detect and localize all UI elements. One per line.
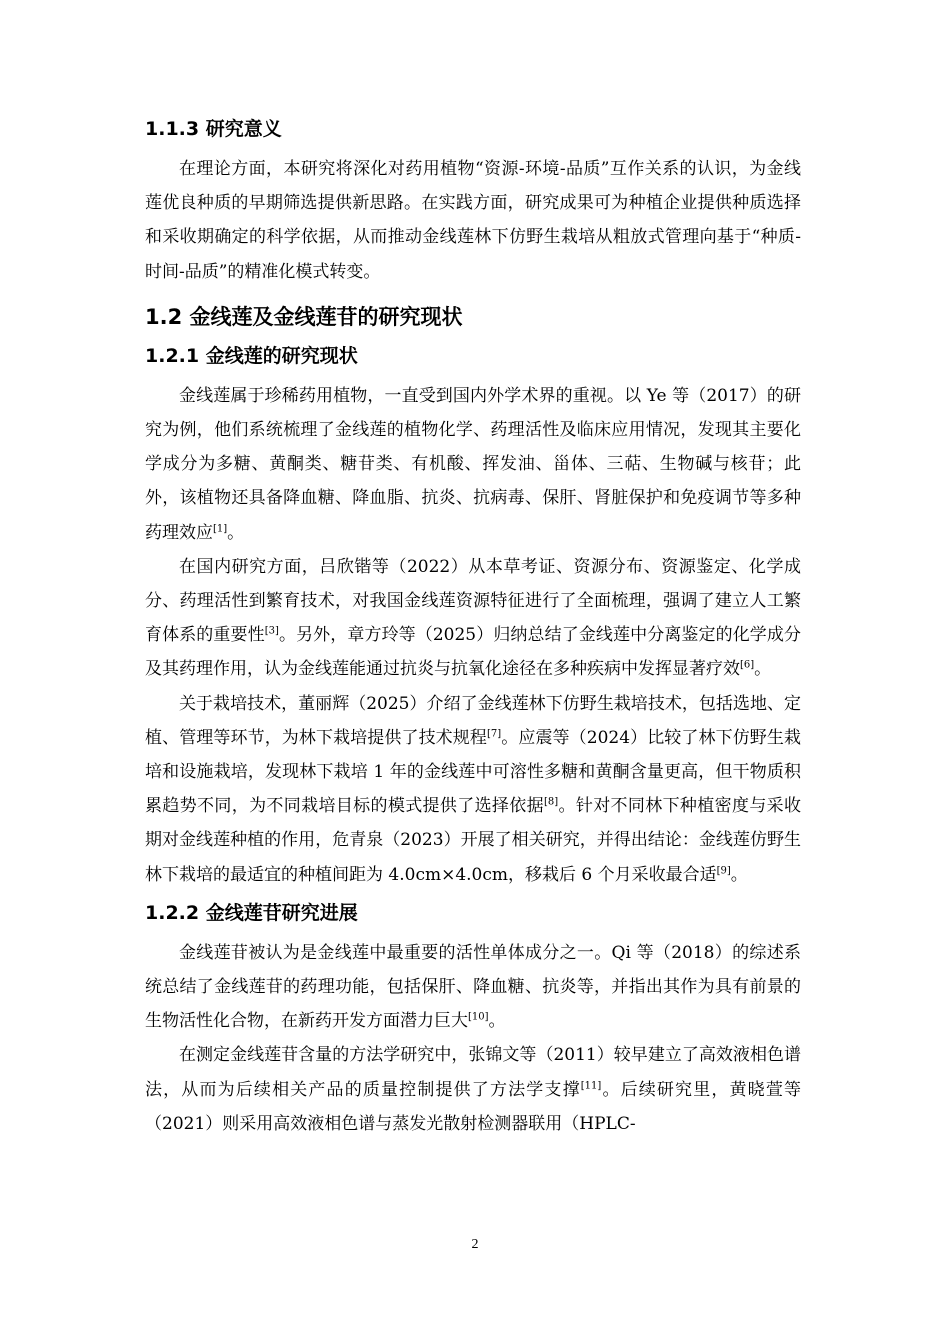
paragraph-text: 。另外，章方玲等（2025）归纳总结了金线莲中分离鉴定的化学成分及其药理作用，认为金线莲能通过抗炎与抗氧化途径在多种疾病中发挥显著疗效 — [145, 625, 802, 680]
paragraph-jinxianlian-overview — [145, 379, 801, 550]
citation-ref: [6] — [740, 659, 755, 671]
paragraph-text: 在测定金线莲苷含量的方法学研究中，张锦文等（2011）较早建立了高效液相色谱法，从而为后续相关产品的质量控制提供了方法学支撑 — [145, 1045, 801, 1100]
paragraph-cultivation — [145, 687, 801, 892]
section-heading-1-1-3: 1.1.3 研究意义 — [145, 118, 282, 140]
paragraph-kinsenoside-overview — [145, 936, 801, 1039]
section-heading-1-2: 1.2 金线莲及金线莲苷的研究现状 — [145, 304, 463, 329]
paragraph-domestic-research — [145, 550, 801, 687]
paragraph-text: 。后续研究里，黄晓萱等（2021）则采用高效液相色谱与蒸发光散射检测器联用（HPLC- — [145, 1079, 801, 1134]
paragraph-end: 。 — [754, 659, 772, 680]
citation-ref: [7] — [486, 728, 502, 740]
paragraph-end: 。 — [227, 522, 245, 543]
citation-ref: [11] — [580, 1080, 602, 1092]
paragraph-text: 金线莲苷被认为是金线莲中最重要的活性单体成分之一。Qi 等（2018）的综述系统总结了金线莲苷的药理功能，包括保肝、降血糖、抗炎等，并指出其作为具有前景的生物活性化合物，在新药开发方面潜力巨大 — [145, 942, 801, 1032]
page-content — [145, 112, 801, 1141]
paragraph-text: 金线莲属于珍稀药用植物，一直受到国内外学术界的重视。以 Ye 等（2017）的研究为例，他们系统梳理了金线莲的植物化学、药理活性及临床应用情况，发现其主要化学成分为多糖、黄酮类、糖苷类、有机酸、挥发油、甾体、三萜、生物碱与核苷；此外，该植物还具备降血糖、降血脂、抗炎、抗病毒、保肝、肾脏保护和免疫调节等多种药理效应 — [145, 385, 801, 543]
paragraph-end: 。 — [488, 1011, 506, 1032]
citation-ref: [9] — [716, 865, 731, 876]
citation-ref: [8] — [543, 796, 559, 808]
section-heading-1-2-1: 1.2.1 金线莲的研究现状 — [145, 344, 358, 367]
citation-ref: [10] — [468, 1011, 489, 1023]
paragraph-kinsenoside-methods — [145, 1038, 801, 1141]
paragraph-research-significance: 在理论方面，本研究将深化对药用植物“资源-环境-品质”互作关系的认识，为金线莲优良种质的早期筛选提供新思路。在实践方面，研究成果可为种植企业提供种质选择和采收期确定的科学依据，从而推动金线莲林下仿野生栽培从粗放式管理向基于“种质-时间-品质”的精准化模式转变。 — [145, 159, 801, 282]
citation-ref: [3] — [264, 625, 279, 637]
paragraph-text: 。应震等（2024）比较了林下仿野生栽培和设施栽培，发现林下栽培 1 年的金线莲中可溶性多糖和黄酮含量更高，但干物质积累趋势不同，为不同栽培目标的模式提供了选择依据 — [145, 727, 802, 817]
section-heading-1-2-2: 1.2.2 金线莲苷研究进展 — [145, 901, 358, 924]
paragraph-end: 。 — [730, 864, 748, 885]
paragraph-text: 在国内研究方面，吕欣锴等（2022）从本草考证、资源分布、资源鉴定、化学成分、药理活性到繁育技术，对我国金线莲资源特征进行了全面梳理，强调了建立人工繁育体系的重要性 — [145, 556, 801, 646]
page-number: 2 — [471, 1237, 479, 1252]
paragraph-text: 关于栽培技术，董丽辉（2025）介绍了金线莲林下仿野生栽培技术，包括选地、定植、管理等环节，为林下栽培提供了技术规程 — [145, 693, 801, 748]
citation-ref: [1] — [213, 522, 228, 534]
paragraph-text: 。针对不同林下种植密度与采收期对金线莲种植的作用，危青泉（2023）开展了相关研究，并得出结论：金线莲仿野生林下栽培的最适宜的种植间距为 4.0cm×4.0cm，移栽后 6 个月采收最合适 — [145, 796, 802, 885]
